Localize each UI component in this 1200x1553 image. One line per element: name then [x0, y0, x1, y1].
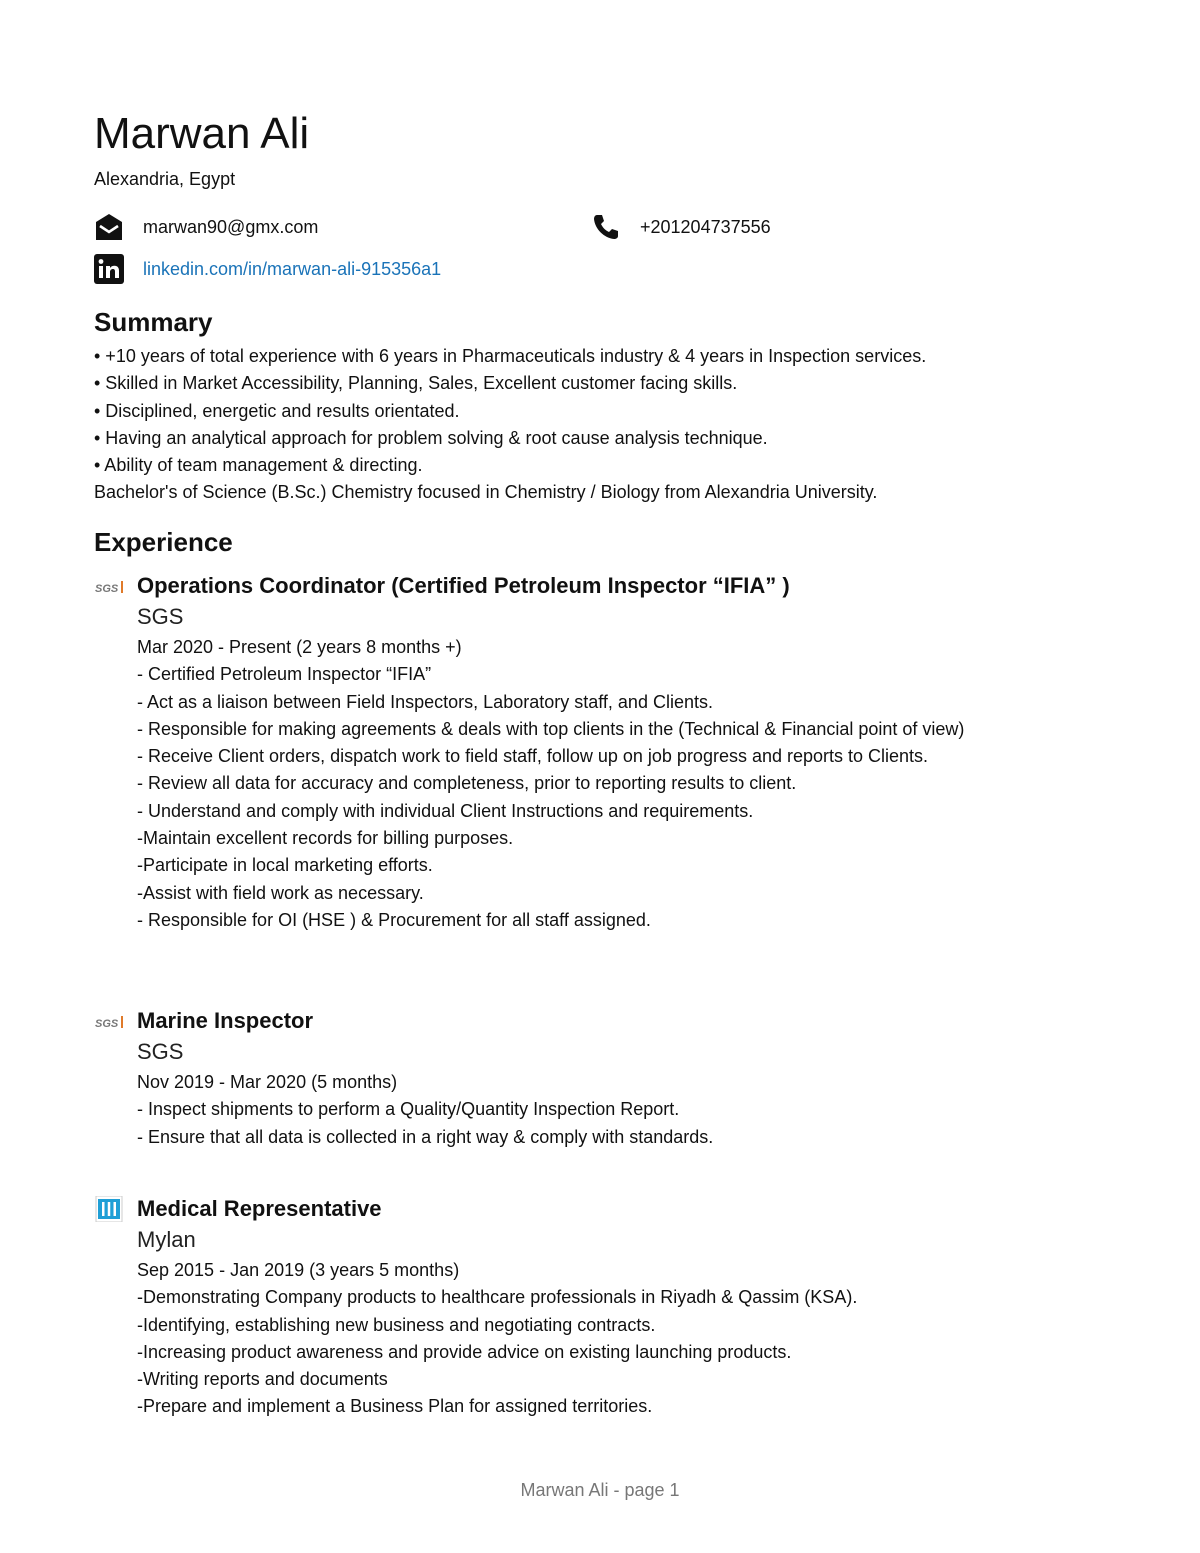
- job-company: SGS: [137, 604, 184, 629]
- summary-line: • +10 years of total experience with 6 years in Pharmaceuticals industry & 4 years in Inspection services.: [94, 346, 927, 366]
- job-duty: - Receive Client orders, dispatch work to field staff, follow up on job progress and reports to Clients.: [137, 746, 929, 767]
- mylan-logo-icon: [94, 1199, 124, 1221]
- summary-line: Bachelor's of Science (B.Sc.) Chemistry focused in Chemistry / Biology from Alexandria University.: [94, 482, 878, 503]
- job-details: [137, 1069, 1007, 1151]
- job-dates: Nov 2019 - Mar 2020 (5 months): [137, 1072, 398, 1092]
- email-text[interactable]: marwan90@gmx.com: [143, 216, 319, 237]
- phone-contact: [591, 212, 771, 242]
- envelope-icon: [94, 212, 124, 242]
- job-duty: - Understand and comply with individual Client Instructions and requirements.: [137, 800, 754, 821]
- job-details: [137, 634, 1007, 934]
- job-duty: - Act as a liaison between Field Inspectors, Laboratory staff, and Clients.: [137, 691, 713, 712]
- job-details: [137, 1257, 1007, 1421]
- svg-text:SGS: SGS: [95, 1018, 119, 1030]
- svg-text:SGS: SGS: [95, 583, 119, 595]
- job-duty: - Ensure that all data is collected in a right way & comply with standards.: [137, 1126, 714, 1147]
- linkedin-contact: [94, 254, 441, 284]
- job-duty: - Certified Petroleum Inspector “IFIA”: [137, 664, 432, 685]
- job-dates: Sep 2015 - Jan 2019 (3 years 5 months): [137, 1260, 460, 1280]
- candidate-location: Alexandria, Egypt: [94, 169, 236, 189]
- job-company: SGS: [137, 1039, 184, 1064]
- page-footer: Marwan Ali - page 1: [520, 1480, 680, 1500]
- job-title: Marine Inspector: [137, 1008, 314, 1033]
- job-duty: -Participate in local marketing efforts.: [137, 855, 433, 876]
- job-duty: -Writing reports and documents: [137, 1369, 388, 1390]
- summary-list: [94, 343, 1054, 507]
- linkedin-icon: [94, 254, 124, 284]
- job-title: Medical Representative: [137, 1196, 382, 1221]
- email-contact: [94, 212, 318, 242]
- job-duty: -Demonstrating Company products to healthcare professionals in Riyadh & Qassim (KSA).: [137, 1287, 858, 1308]
- job-duty: - Responsible for OI (HSE ) & Procurement for all staff assigned.: [137, 909, 651, 930]
- job-dates: Mar 2020 - Present (2 years 8 months +): [137, 637, 462, 657]
- phone-text[interactable]: +201204737556: [640, 216, 771, 237]
- job-title: Operations Coordinator (Certified Petroleum Inspector “IFIA” ): [137, 573, 790, 598]
- job-duty: -Maintain excellent records for billing purposes.: [137, 828, 514, 849]
- experience-heading: Experience: [94, 527, 233, 557]
- job-duty: - Inspect shipments to perform a Quality/Quantity Inspection Report.: [137, 1099, 680, 1120]
- summary-line: • Skilled in Market Accessibility, Planning, Sales, Excellent customer facing skills.: [94, 373, 738, 394]
- summary-line: • Having an analytical approach for problem solving & root cause analysis technique.: [94, 427, 768, 448]
- candidate-name: Marwan Ali: [94, 109, 310, 158]
- linkedin-link[interactable]: linkedin.com/in/marwan-ali-915356a1: [143, 258, 442, 279]
- job-duty: -Prepare and implement a Business Plan for assigned territories.: [137, 1396, 653, 1417]
- sgs-logo-icon: [94, 576, 124, 598]
- summary-line: • Ability of team management & directing.: [94, 455, 423, 476]
- job-duty: - Review all data for accuracy and completeness, prior to reporting results to client.: [137, 773, 797, 794]
- job-duty: -Assist with field work as necessary.: [137, 882, 424, 903]
- job-company: Mylan: [137, 1227, 196, 1252]
- summary-heading: Summary: [94, 307, 213, 337]
- sgs-logo-icon: [94, 1011, 124, 1033]
- phone-icon: [591, 212, 621, 242]
- job-duty: - Responsible for making agreements & deals with top clients in the (Technical & Financial point of view): [137, 718, 965, 739]
- job-duty: -Identifying, establishing new business and negotiating contracts.: [137, 1314, 656, 1335]
- summary-line: • Disciplined, energetic and results orientated.: [94, 400, 460, 421]
- job-duty: -Increasing product awareness and provide advice on existing launching products.: [137, 1341, 792, 1362]
